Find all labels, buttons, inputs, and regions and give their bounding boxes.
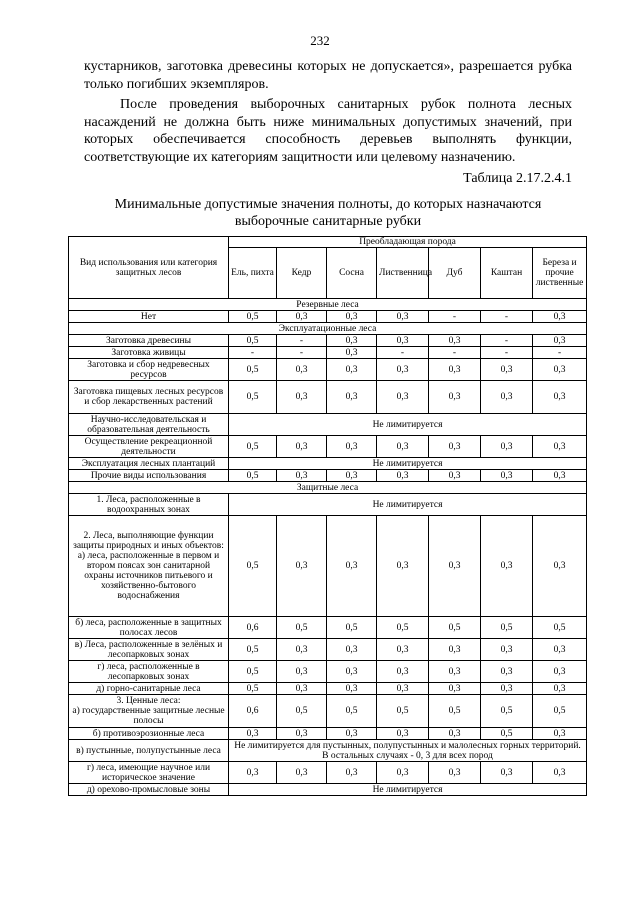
value-cell: 0,3 bbox=[229, 728, 277, 740]
row-label: б) противоэрозионные леса bbox=[69, 728, 229, 740]
not-limited-cell: Не лимитируется bbox=[229, 458, 587, 470]
row-label: Нет bbox=[69, 311, 229, 323]
value-cell: 0,3 bbox=[533, 436, 587, 458]
value-cell: 0,5 bbox=[481, 617, 533, 639]
value-cell: - bbox=[429, 311, 481, 323]
species-header: Кедр bbox=[277, 248, 327, 299]
value-cell: 0,3 bbox=[429, 335, 481, 347]
table-row bbox=[69, 335, 587, 347]
value-cell: 0,3 bbox=[533, 311, 587, 323]
value-cell: - bbox=[481, 335, 533, 347]
value-cell: 0,3 bbox=[533, 359, 587, 381]
species-header: Береза и прочие лиственные bbox=[533, 248, 587, 299]
value-cell: 0,5 bbox=[429, 617, 481, 639]
value-cell: 0,3 bbox=[277, 683, 327, 695]
value-cell: 0,3 bbox=[327, 311, 377, 323]
value-cell: 0,3 bbox=[277, 359, 327, 381]
value-cell: 0,3 bbox=[429, 661, 481, 683]
value-cell: 0,3 bbox=[277, 436, 327, 458]
value-cell: 0,3 bbox=[481, 436, 533, 458]
row-label-line: 2. Леса, выполняющие функции защиты природных и иных объектов: bbox=[73, 531, 224, 551]
species-header: Каштан bbox=[481, 248, 533, 299]
value-cell: 0,3 bbox=[481, 661, 533, 683]
value-cell: - bbox=[277, 335, 327, 347]
value-cell: 0,3 bbox=[533, 516, 587, 617]
value-cell: 0,3 bbox=[377, 728, 429, 740]
value-cell: 0,5 bbox=[377, 617, 429, 639]
row-label: в) пустынные, полупустынные леса bbox=[69, 740, 229, 762]
value-cell: 0,3 bbox=[327, 335, 377, 347]
value-cell: 0,3 bbox=[481, 381, 533, 414]
table-row bbox=[69, 784, 587, 796]
species-header: Лиственница bbox=[377, 248, 429, 299]
table-row bbox=[69, 359, 587, 381]
value-cell: 0,3 bbox=[429, 516, 481, 617]
value-cell: 0,3 bbox=[327, 436, 377, 458]
value-cell: 0,3 bbox=[533, 661, 587, 683]
note-cell: Не лимитируется для пустынных, полупустынных и малолесных горных территорий. В остальных случаях - 0, 3 для всех пород bbox=[229, 740, 587, 762]
row-label bbox=[69, 695, 229, 728]
section-header: Резервные леса bbox=[69, 299, 587, 311]
value-cell: 0,3 bbox=[377, 639, 429, 661]
value-cell: 0,5 bbox=[533, 695, 587, 728]
value-cell: 0,3 bbox=[327, 470, 377, 482]
value-cell: 0,5 bbox=[229, 381, 277, 414]
table-row bbox=[69, 516, 587, 617]
value-cell: 0,3 bbox=[429, 436, 481, 458]
row-label: д) орехово-промысловые зоны bbox=[69, 784, 229, 796]
table-row bbox=[69, 728, 587, 740]
value-cell: 0,3 bbox=[533, 335, 587, 347]
value-cell: 0,3 bbox=[327, 728, 377, 740]
value-cell: - bbox=[481, 311, 533, 323]
value-cell: 0,3 bbox=[481, 762, 533, 784]
value-cell: 0,3 bbox=[377, 470, 429, 482]
value-cell: 0,3 bbox=[533, 639, 587, 661]
value-cell: 0,6 bbox=[229, 617, 277, 639]
value-cell: 0,5 bbox=[229, 359, 277, 381]
value-cell: 0,3 bbox=[377, 762, 429, 784]
value-cell: 0,5 bbox=[481, 728, 533, 740]
table-row bbox=[69, 470, 587, 482]
value-cell: 0,3 bbox=[481, 470, 533, 482]
row-label-line: 3. Ценные леса: bbox=[116, 696, 181, 706]
section-header: Эксплуатационные леса bbox=[69, 323, 587, 335]
value-cell: 0,3 bbox=[327, 762, 377, 784]
value-cell: 0,3 bbox=[377, 516, 429, 617]
value-cell: - bbox=[229, 347, 277, 359]
value-cell: 0,5 bbox=[277, 695, 327, 728]
value-cell: 0,3 bbox=[277, 516, 327, 617]
section-header: Защитные леса bbox=[69, 482, 587, 494]
not-limited-cell: Не лимитируется bbox=[229, 414, 587, 436]
row-label: Осуществление рекреационной деятельности bbox=[69, 436, 229, 458]
value-cell: 0,3 bbox=[377, 381, 429, 414]
value-cell: 0,3 bbox=[327, 683, 377, 695]
table-label: Таблица 2.17.2.4.1 bbox=[463, 171, 572, 186]
value-cell: 0,3 bbox=[429, 639, 481, 661]
value-cell: 0,3 bbox=[429, 359, 481, 381]
row-label: Заготовка древесины bbox=[69, 335, 229, 347]
table-row bbox=[69, 458, 587, 470]
value-cell: 0,3 bbox=[429, 762, 481, 784]
value-cell: 0,3 bbox=[377, 683, 429, 695]
row-label: Эксплуатация лесных плантаций bbox=[69, 458, 229, 470]
value-cell: - bbox=[277, 347, 327, 359]
value-cell: 0,3 bbox=[277, 728, 327, 740]
table-row bbox=[69, 740, 587, 762]
value-cell: 0,3 bbox=[429, 683, 481, 695]
row-label: 1. Леса, расположенные в водоохранных зонах bbox=[69, 494, 229, 516]
species-header: Дуб bbox=[429, 248, 481, 299]
table-row bbox=[69, 381, 587, 414]
value-cell: - bbox=[481, 347, 533, 359]
value-cell: 0,3 bbox=[377, 359, 429, 381]
value-cell: 0,3 bbox=[229, 762, 277, 784]
value-cell: 0,5 bbox=[229, 470, 277, 482]
value-cell: 0,5 bbox=[229, 683, 277, 695]
value-cell: 0,3 bbox=[327, 347, 377, 359]
value-cell: 0,5 bbox=[229, 311, 277, 323]
row-label: в) Леса, расположенные в зелёных и лесопарковых зонах bbox=[69, 639, 229, 661]
value-cell: 0,3 bbox=[533, 728, 587, 740]
value-cell: 0,3 bbox=[533, 470, 587, 482]
value-cell: 0,3 bbox=[533, 381, 587, 414]
value-cell: 0,5 bbox=[229, 639, 277, 661]
value-cell: 0,3 bbox=[327, 661, 377, 683]
table-row bbox=[69, 414, 587, 436]
value-cell: 0,3 bbox=[481, 359, 533, 381]
value-cell: 0,3 bbox=[277, 639, 327, 661]
table-row bbox=[69, 494, 587, 516]
table-row bbox=[69, 639, 587, 661]
value-cell: 0,3 bbox=[429, 381, 481, 414]
table-row bbox=[69, 762, 587, 784]
table-row bbox=[69, 617, 587, 639]
value-cell: 0,5 bbox=[327, 695, 377, 728]
row-label: Заготовка пищевых лесных ресурсов и сбор лекарственных растений bbox=[69, 381, 229, 414]
table-row bbox=[69, 695, 587, 728]
row-header: Вид использования или категория защитных лесов bbox=[69, 237, 229, 299]
value-cell: 0,3 bbox=[277, 311, 327, 323]
row-label: Заготовка живицы bbox=[69, 347, 229, 359]
value-cell: 0,3 bbox=[327, 516, 377, 617]
row-label: г) леса, расположенные в лесопарковых зонах bbox=[69, 661, 229, 683]
value-cell: 0,5 bbox=[229, 516, 277, 617]
row-label: б) леса, расположенные в защитных полосах лесов bbox=[69, 617, 229, 639]
value-cell: 0,6 bbox=[229, 695, 277, 728]
value-cell: 0,3 bbox=[327, 381, 377, 414]
value-cell: 0,5 bbox=[327, 617, 377, 639]
value-cell: 0,3 bbox=[277, 661, 327, 683]
value-cell: 0,3 bbox=[533, 762, 587, 784]
table-row bbox=[69, 347, 587, 359]
table-row bbox=[69, 683, 587, 695]
value-cell: 0,3 bbox=[481, 516, 533, 617]
value-cell: 0,5 bbox=[229, 661, 277, 683]
table-row bbox=[69, 661, 587, 683]
value-cell: 0,5 bbox=[533, 617, 587, 639]
value-cell: 0,5 bbox=[481, 695, 533, 728]
value-cell: 0,3 bbox=[377, 311, 429, 323]
value-cell: 0,3 bbox=[377, 436, 429, 458]
value-cell: 0,5 bbox=[377, 695, 429, 728]
row-label: д) горно-санитарные леса bbox=[69, 683, 229, 695]
table-caption: Минимальные допустимые значения полноты, до которых назначаются выборочные санитарные рубки bbox=[114, 197, 542, 229]
row-label: г) леса, имеющие научное или историческое значение bbox=[69, 762, 229, 784]
value-cell: 0,3 bbox=[429, 470, 481, 482]
value-cell: 0,3 bbox=[327, 359, 377, 381]
table-row bbox=[69, 436, 587, 458]
page-number: 232 bbox=[310, 33, 330, 48]
value-cell: 0,3 bbox=[481, 639, 533, 661]
row-label: Прочие виды использования bbox=[69, 470, 229, 482]
species-header: Ель, пихта bbox=[229, 248, 277, 299]
row-label: Заготовка и сбор недревесных ресурсов bbox=[69, 359, 229, 381]
paragraph-1: кустарников, заготовка древесины которых не допускается», разрешается рубка только погибших экземпляров. bbox=[84, 59, 572, 92]
value-cell: 0,5 bbox=[429, 695, 481, 728]
value-cell: - bbox=[429, 347, 481, 359]
paragraph-2: После проведения выборочных санитарных рубок полнота лесных насаждений не должна быть ниже минимальных допустимых значений, при которых обеспечивается способность деревьев выполнять функции, соответствующие их категориям защитности или целевому назначению. bbox=[84, 97, 572, 165]
value-cell: 0,3 bbox=[277, 762, 327, 784]
value-cell: 0,3 bbox=[277, 470, 327, 482]
row-label-line: а) государственные защитные лесные полосы bbox=[72, 706, 225, 726]
value-cell: 0,3 bbox=[377, 661, 429, 683]
value-cell: 0,3 bbox=[277, 381, 327, 414]
value-cell: 0,3 bbox=[327, 639, 377, 661]
row-label-line: а) леса, расположенные в первом и втором поясах зон санитарной охраны источников питьевого и хозяйственно-бытового водоснабжения bbox=[77, 551, 220, 601]
not-limited-cell: Не лимитируется bbox=[229, 784, 587, 796]
table-row bbox=[69, 311, 587, 323]
not-limited-cell: Не лимитируется bbox=[229, 494, 587, 516]
value-cell: 0,5 bbox=[229, 335, 277, 347]
species-header: Сосна bbox=[327, 248, 377, 299]
value-cell: 0,5 bbox=[229, 436, 277, 458]
header-row-1 bbox=[69, 237, 587, 248]
value-cell: 0,3 bbox=[377, 335, 429, 347]
col-group-header: Преобладающая порода bbox=[229, 237, 587, 248]
row-label bbox=[69, 516, 229, 617]
row-label: Научно-исследовательская и образовательная деятельность bbox=[69, 414, 229, 436]
value-cell: - bbox=[533, 347, 587, 359]
value-cell: 0,5 bbox=[277, 617, 327, 639]
value-cell: 0,3 bbox=[429, 728, 481, 740]
fullness-table bbox=[68, 236, 587, 796]
value-cell: 0,3 bbox=[533, 683, 587, 695]
value-cell: - bbox=[377, 347, 429, 359]
value-cell: 0,3 bbox=[481, 683, 533, 695]
